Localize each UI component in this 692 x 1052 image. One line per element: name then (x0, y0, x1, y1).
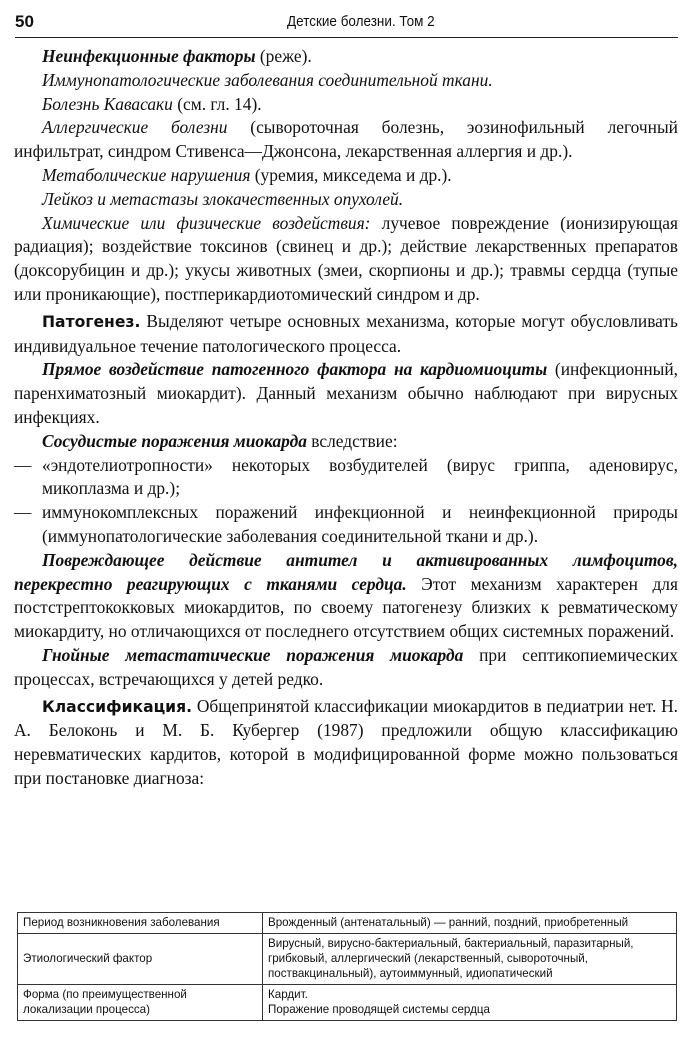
paragraph-allergic (14, 116, 678, 164)
paragraph-text: Этот механизм характерен для постстрептококковых миокардитов, по своему патогенезу близких к ревматическому миокардиту, но отличающихся от последнего отсутствием общих системных поражений. (14, 573, 678, 642)
paragraph-kawasaki (14, 93, 678, 117)
paragraph-classification (14, 695, 678, 791)
cell-line: Кардит. (268, 988, 308, 1001)
paragraph-text: Общепринятой классификации миокардитов в педиатрии нет. Н. А. Белоконь и М. Б. Кубергер (1987) предложили общую классификацию неревматических кардитов, которой в модифицированной форме можно пользоваться при постановке диагноза: (14, 695, 678, 788)
list-item (14, 454, 678, 502)
paragraph-vascular (14, 430, 678, 454)
paragraph-text: лучевое повреждение (ионизирующая радиация); воздействие токсинов (свинец и др.); действие лекарственных препаратов (доксорубицин и др.); укусы животных (змеи, скорпионы и др.); травмы сердца (тупые или проникающие), постперикардиотомический синдром и др. (14, 212, 678, 304)
paragraph-leukemia (14, 188, 678, 212)
paragraph-text: Лейкоз и метастазы злокачественных опухолей. (42, 188, 404, 209)
paragraph-text: (сывороточная болезнь, эозинофильный легочный инфильтрат, синдром Стивенса—Джонсона, лекарственная аллергия и др.). (14, 117, 678, 162)
cell-line: Врожденный (антенатальный) — ранний, поздний, приобретенный (268, 916, 629, 929)
paragraph-metabolic (14, 164, 678, 188)
cell-line: Поражение проводящей системы сердца (268, 1003, 490, 1016)
classification-table (17, 912, 677, 1021)
paragraph-immunopathological (14, 69, 678, 93)
list-item-text: «эндотелиотропности» некоторых возбудителей (вирус гриппа, аденовирус, микоплазма и др.); (42, 454, 678, 499)
dash-marker: — (14, 454, 32, 475)
term-noninfectious-factors: Неинфекционные факторы (42, 46, 256, 66)
page-number: 50 (15, 12, 34, 31)
paragraph-text: (инфекционный, паренхиматозный миокардит). Данный механизм обычно наблюдают при вирусных инфекциях. (14, 359, 678, 427)
table-cell-label: Форма (по преимущественной локализации процесса) (18, 985, 263, 1021)
term-direct-effect: Прямое воздействие патогенного фактора на кардиомиоциты (42, 359, 548, 380)
term-antibodies: Повреждающее действие антител и активированных лимфоцитов, перекрестно реагирующих с тканями сердца. (14, 549, 678, 594)
term-kawasaki: Болезнь Кавасаки (42, 93, 173, 114)
paragraph-text: Выделяют четыре основных механизма, которые могут обусловливать индивидуальное течение патологического процесса. (14, 310, 678, 356)
paragraph-text: (реже). (255, 46, 312, 66)
paragraph-pathogenesis (14, 310, 678, 359)
list-item-text: иммунокомплексных поражений инфекционной и неинфекционной природы (иммунопатологические заболевания соединительной ткани и др.). (42, 502, 678, 546)
paragraph-text: вследствие: (306, 430, 398, 451)
table-row (18, 934, 677, 985)
term-chemical-physical: Химические или физические воздействия: (42, 212, 371, 233)
table-cell-value (263, 913, 677, 934)
section-heading-classification: Классификация. (42, 697, 193, 716)
term-purulent-lesions: Гнойные метастатические поражения миокарда (42, 644, 464, 665)
paragraph-noninfectious-factors (14, 45, 678, 69)
cell-line: Вирусный, вирусно-бактериальный, бактериальный, паразитарный, грибковый, аллергический (лекарственный, сывороточный, поствакцинальный), аутоиммунный, идиопатический (268, 937, 634, 980)
table-cell-value (263, 934, 677, 985)
header-rule (15, 37, 678, 38)
paragraph-direct-effect (14, 358, 678, 429)
table-row (18, 985, 677, 1021)
list-item (14, 501, 678, 549)
running-title: Детские болезни. Том 2 (287, 13, 435, 30)
term-vascular-lesions: Сосудистые поражения миокарда (42, 430, 307, 451)
page-header (15, 8, 678, 38)
dash-marker: — (14, 502, 32, 523)
section-heading-pathogenesis: Патогенез. (42, 312, 141, 331)
term-metabolic: Метаболические нарушения (42, 164, 251, 185)
paragraph-chemical-physical (14, 212, 678, 307)
paragraph-text: (см. гл. 14). (172, 93, 262, 114)
table-cell-value (263, 985, 677, 1021)
paragraph-text: (уремия, микседема и др.). (250, 164, 452, 185)
paragraph-purulent (14, 644, 678, 692)
table-cell-label: Период возникновения заболевания (18, 913, 263, 934)
term-allergic: Аллергические болезни (42, 117, 228, 138)
table-cell-label: Этиологический фактор (18, 934, 263, 985)
body-text (14, 45, 678, 791)
paragraph-text: при септикопиемических процессах, встречающихся у детей редко. (14, 644, 678, 689)
paragraph-text: Иммунопатологические заболевания соединительной ткани. (42, 69, 493, 90)
table-row (18, 913, 677, 934)
paragraph-antibodies (14, 549, 678, 644)
